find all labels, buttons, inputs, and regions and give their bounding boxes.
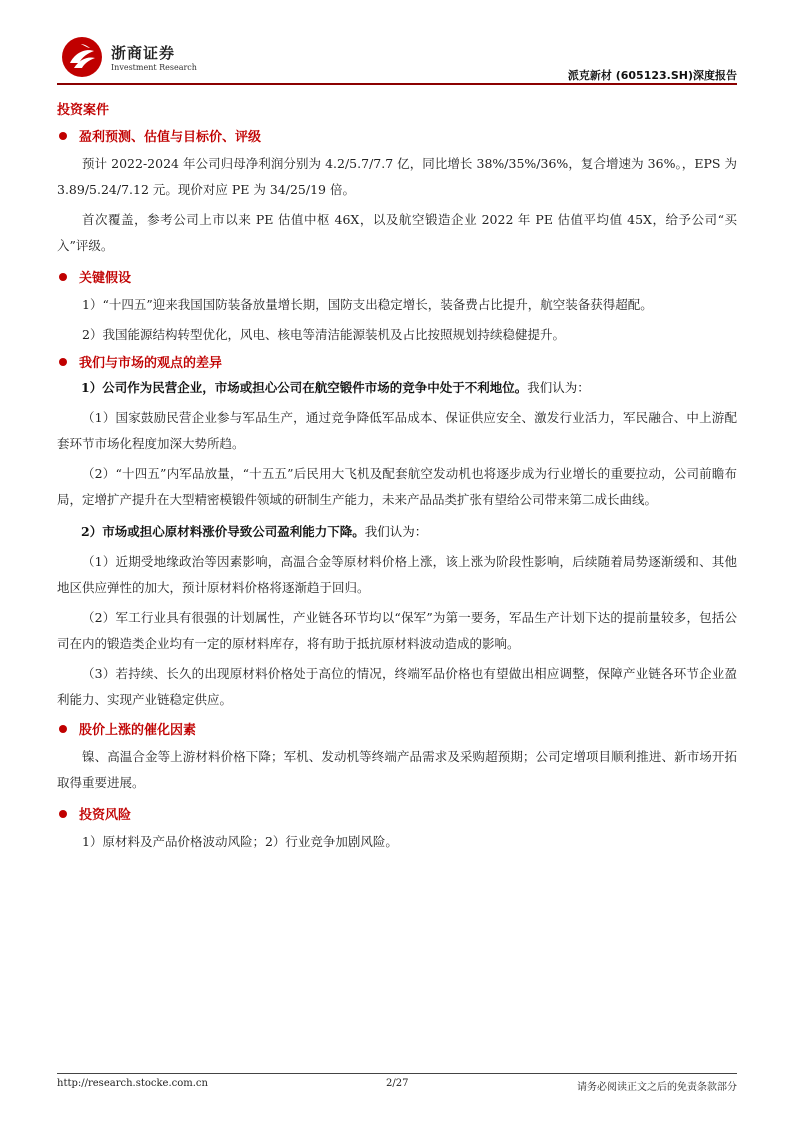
section-differences-title: 我们与市场的观点的差异	[57, 352, 737, 371]
assumption-item: 2）我国能源结构转型优化，风电、核电等清洁能源装机及占比按照规划持续稳健提升。	[82, 327, 565, 342]
bullet-icon	[59, 810, 67, 818]
forecast-paragraph: 预计 2022-2024 年公司归母净利润分别为 4.2/5.7/7.7 亿，同比增长 38%/35%/36%，复合增速为 36%。，EPS 为 3.89/5.24/7.12 元。现价对应 PE 为 34/25/19 倍。	[57, 156, 737, 197]
section-risks-title: 投资风险	[57, 804, 737, 823]
bullet-icon	[59, 132, 67, 140]
difference-point: （1）国家鼓励民营企业参与军品生产，通过竞争降低军品成本、保证供应安全、激发行业活力，军民融合、中上游配套环节市场化程度加深大势所趋。	[57, 410, 737, 451]
company-name-cn: 浙商证券	[111, 44, 176, 62]
page-header	[57, 36, 737, 86]
footer-disclaimer: 请务必阅读正文之后的免责条款部分	[577, 1082, 737, 1093]
bullet-icon	[59, 358, 67, 366]
section-catalysts-title: 股价上涨的催化因素	[57, 719, 737, 738]
risks-paragraph: 1）原材料及产品价格波动风险；2）行业竞争加剧风险。	[82, 834, 398, 849]
bullet-icon	[59, 273, 67, 281]
company-name-en: Investment Research	[111, 63, 197, 72]
logo-icon	[61, 36, 103, 78]
header-divider	[57, 83, 737, 85]
difference-point: （2）军工行业具有很强的计划属性，产业链各环节均以“保军”为第一要务，军品生产计划下达的提前量较多，包括公司在内的锻造类企业均有一定的原材料库存，将有助于抵抗原材料波动造成的影响。	[57, 610, 737, 651]
assumption-item: 1）“十四五”迎来我国国防装备放量增长期，国防支出稳定增长，装备费占比提升，航空装备获得超配。	[82, 297, 653, 312]
section-forecast-title: 盈利预测、估值与目标价、评级	[57, 126, 737, 145]
footer-divider	[57, 1073, 737, 1074]
page-content	[57, 93, 737, 855]
difference-point: （1）近期受地缘政治等因素影响，高温合金等原材料价格上涨，该上涨为阶段性影响，后续随着局势逐渐缓和、其他地区供应弹性的加大，预计原材料价格将逐渐趋于回归。	[57, 554, 737, 595]
difference-heading-1: 1）公司作为民营企业，市场或担心公司在航空锻件市场的竞争中处于不利地位。我们认为：	[81, 380, 590, 395]
difference-point: （3）若持续、长久的出现原材料价格处于高位的情况，终端军品价格也有望做出相应调整，保障产业链各环节企业盈利能力、实现产业链稳定供应。	[57, 666, 737, 707]
main-title: 投资案件	[57, 103, 110, 118]
difference-heading-2: 2）市场或担心原材料涨价导致公司盈利能力下降。我们认为：	[81, 524, 428, 539]
report-title: 派克新材 (605123.SH)深度报告	[567, 69, 737, 82]
footer-page-number: 2/27	[386, 1078, 409, 1089]
footer-url[interactable]: http://research.stocke.com.cn	[57, 1078, 208, 1089]
catalysts-paragraph: 镍、高温合金等上游材料价格下降；军机、发动机等终端产品需求及采购超预期；公司定增项目顺利推进、新市场开拓取得重要进展。	[57, 749, 737, 790]
forecast-paragraph: 首次覆盖，参考公司上市以来 PE 估值中枢 46X，以及航空锻造企业 2022 年 PE 估值平均值 45X，给予公司“买入”评级。	[57, 212, 737, 253]
difference-point: （2）“十四五”内军品放量，“十五五”后民用大飞机及配套航空发动机也将逐步成为行业增长的重要拉动，公司前瞻布局，定增扩产提升在大型精密模锻件领域的研制生产能力，未来产品品类扩张有望给公司带来第二成长曲线。	[57, 466, 737, 507]
section-assumptions-title: 关键假设	[57, 267, 737, 286]
bullet-icon	[59, 725, 67, 733]
